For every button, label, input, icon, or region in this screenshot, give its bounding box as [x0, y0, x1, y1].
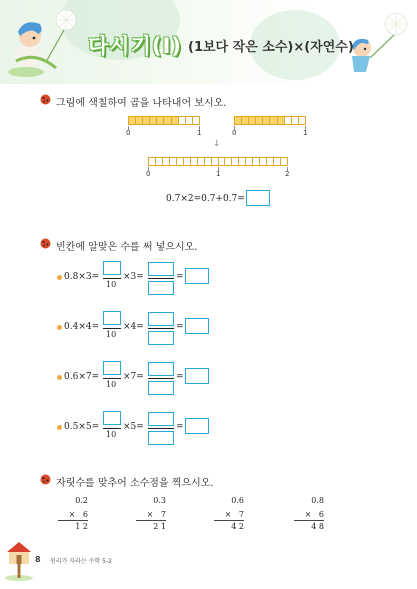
bar-cell[interactable] — [253, 158, 260, 165]
answer-box[interactable] — [185, 268, 209, 284]
equals-sign: = — [176, 322, 184, 332]
tick-label: 1 — [303, 129, 308, 137]
rule-line — [58, 520, 88, 521]
bar-cell[interactable] — [186, 117, 193, 124]
product[interactable]: 2 1 — [153, 522, 166, 531]
bar-cell[interactable] — [164, 117, 171, 124]
bar-cell[interactable] — [249, 117, 256, 124]
question-1-instruction: 그림에 색칠하여 곱을 나타내어 보시오. — [56, 98, 227, 109]
page-subtitle: (1보다 작은 소수)×(자연수) — [188, 40, 354, 55]
row-bullet — [57, 425, 62, 430]
denominator: 10 — [106, 330, 117, 339]
rule-line — [136, 520, 166, 521]
bar-cell[interactable] — [246, 158, 253, 165]
answer-box[interactable] — [185, 418, 209, 434]
page-number: 8 — [35, 555, 41, 564]
bar-cell[interactable] — [242, 117, 249, 124]
bar-cell[interactable] — [198, 158, 205, 165]
question-3-instruction: 자릿수를 맞추어 소수점을 찍으시오. — [56, 478, 214, 489]
tick-label: 1 — [197, 129, 202, 137]
denominator-box[interactable] — [148, 281, 174, 295]
numerator-box-2[interactable] — [148, 362, 174, 376]
bar-cell[interactable] — [143, 117, 150, 124]
question-1-equation: 0.7×2=0.7+0.7= — [166, 194, 245, 204]
page-title: 다시기(Ⅰ) — [88, 34, 182, 58]
denominator-box[interactable] — [148, 381, 174, 395]
numerator-box-2[interactable] — [148, 262, 174, 276]
bar-cell[interactable] — [299, 117, 305, 124]
row-expression: 0.5×5= — [64, 422, 100, 432]
numerator-box[interactable] — [103, 361, 121, 375]
decimal-bar-2[interactable] — [234, 116, 306, 125]
bar-cell[interactable] — [157, 117, 164, 124]
bar-cell[interactable] — [256, 117, 263, 124]
fraction-bar — [103, 378, 121, 379]
bar-cell[interactable] — [270, 117, 277, 124]
row-bullet — [57, 375, 62, 380]
bar-cell[interactable] — [191, 158, 198, 165]
answer-box[interactable] — [185, 368, 209, 384]
bar-cell[interactable] — [156, 158, 163, 165]
multiplicand[interactable]: 0.3 — [153, 496, 166, 505]
denominator: 10 — [106, 380, 117, 389]
ladybug-icon — [40, 474, 51, 485]
bar-cell[interactable] — [219, 158, 226, 165]
fraction-bar — [148, 278, 174, 279]
tick-label: 1 — [216, 170, 221, 178]
down-arrow-icon: ↓ — [213, 139, 221, 149]
product[interactable]: 4 2 — [231, 522, 244, 531]
row-bullet — [57, 325, 62, 330]
row-bullet — [57, 275, 62, 280]
numerator-box-2[interactable] — [148, 312, 174, 326]
fraction-bar — [103, 328, 121, 329]
fraction-bar — [148, 378, 174, 379]
row-multiplier: ×4= — [123, 322, 144, 332]
multiplicand[interactable]: 0.6 — [231, 496, 244, 505]
bar-cell[interactable] — [172, 117, 179, 124]
product[interactable]: 4 8 — [311, 522, 324, 531]
fraction-bar — [103, 428, 121, 429]
bar-cell[interactable] — [129, 117, 136, 124]
bar-cell[interactable] — [179, 117, 186, 124]
fraction-bar — [148, 428, 174, 429]
rule-line — [214, 520, 244, 521]
fraction-bar — [103, 278, 121, 279]
bar-cell[interactable] — [274, 158, 281, 165]
denominator-box[interactable] — [148, 331, 174, 345]
bar-cell[interactable] — [267, 158, 274, 165]
bar-cell[interactable] — [170, 158, 177, 165]
bar-cell[interactable] — [184, 158, 191, 165]
multiplier: × 6 — [68, 510, 88, 519]
bar-cell[interactable] — [225, 158, 232, 165]
ladybug-icon — [40, 94, 51, 105]
denominator: 10 — [106, 430, 117, 439]
bar-cell[interactable] — [292, 117, 299, 124]
tick-label: 0 — [126, 129, 131, 137]
fairy-illustration — [6, 6, 78, 82]
fraction-bar — [148, 328, 174, 329]
multiplicand[interactable]: 0.8 — [311, 496, 324, 505]
tick-label: 0 — [146, 170, 151, 178]
bar-cell[interactable] — [281, 158, 287, 165]
tick-label: 0 — [232, 129, 237, 137]
equals-sign: = — [176, 422, 184, 432]
equals-sign: = — [176, 272, 184, 282]
bar-cell[interactable] — [239, 158, 246, 165]
answer-box-q1[interactable] — [246, 190, 270, 206]
multiplier: × 7 — [146, 510, 166, 519]
bar-cell[interactable] — [235, 117, 242, 124]
bar-cell[interactable] — [193, 117, 199, 124]
bar-cell[interactable] — [163, 158, 170, 165]
row-expression: 0.6×7= — [64, 372, 100, 382]
row-multiplier: ×5= — [123, 422, 144, 432]
denominator-box[interactable] — [148, 431, 174, 445]
denominator: 10 — [106, 280, 117, 289]
bar-cell[interactable] — [149, 158, 156, 165]
multiplier: × 7 — [224, 510, 244, 519]
row-multiplier: ×3= — [123, 272, 144, 282]
book-title: 원리가 자라는 수학 5-2 — [50, 558, 112, 565]
ladybug-icon — [40, 238, 51, 249]
decimal-bar-1[interactable] — [128, 116, 200, 125]
house-icon — [4, 538, 34, 582]
bar-cell[interactable] — [136, 117, 143, 124]
row-multiplier: ×7= — [123, 372, 144, 382]
bar-cell[interactable] — [205, 158, 212, 165]
question-2-instruction: 빈칸에 알맞은 수를 써 넣으시오. — [56, 242, 198, 253]
multiplier: × 6 — [304, 510, 324, 519]
numerator-box[interactable] — [103, 411, 121, 425]
bar-cell[interactable] — [285, 117, 292, 124]
tick-label: 2 — [285, 170, 290, 178]
product[interactable]: 1 2 — [75, 522, 88, 531]
bar-cell[interactable] — [177, 158, 184, 165]
bar-cell[interactable] — [260, 158, 267, 165]
decimal-bar-combined[interactable] — [148, 157, 288, 166]
numerator-box-2[interactable] — [148, 412, 174, 426]
bar-cell[interactable] — [150, 117, 157, 124]
bar-cell[interactable] — [278, 117, 285, 124]
multiplicand[interactable]: 0.2 — [75, 496, 88, 505]
rule-line — [294, 520, 324, 521]
bar-cell[interactable] — [263, 117, 270, 124]
answer-box[interactable] — [185, 318, 209, 334]
row-expression: 0.4×4= — [64, 322, 100, 332]
row-expression: 0.8×3= — [64, 272, 100, 282]
bar-cell[interactable] — [232, 158, 239, 165]
numerator-box[interactable] — [103, 311, 121, 325]
bar-cell[interactable] — [212, 158, 219, 165]
equals-sign: = — [176, 372, 184, 382]
numerator-box[interactable] — [103, 261, 121, 275]
